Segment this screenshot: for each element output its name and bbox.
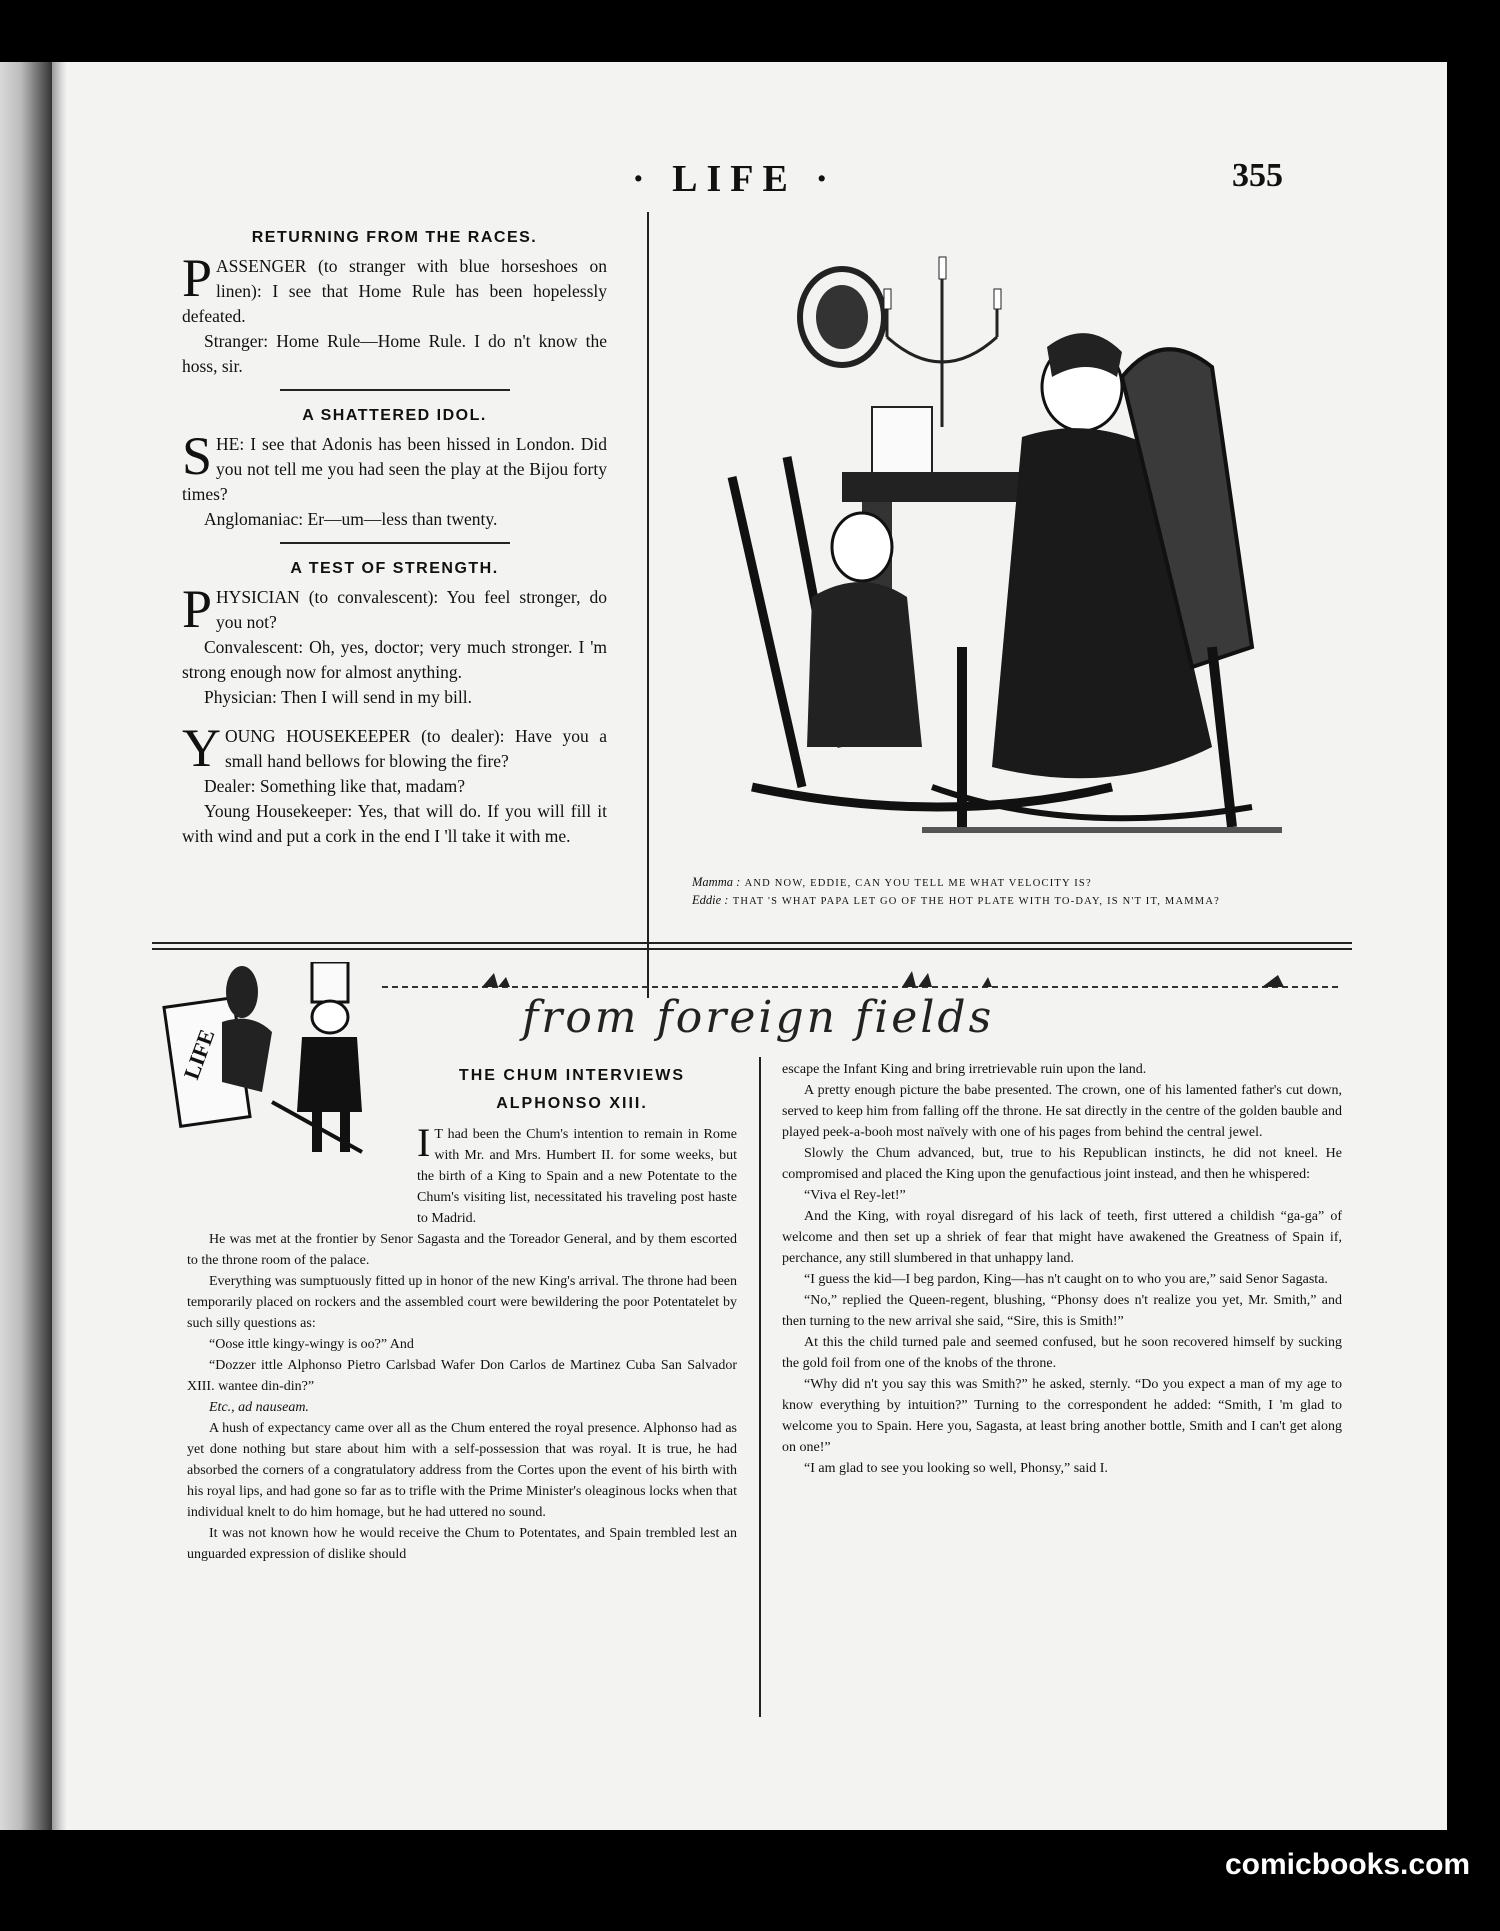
article-column-1 [187, 1120, 737, 1565]
drop-cap: Y [182, 718, 221, 778]
piece-paragraph: YOUNG HOUSEKEEPER (to dealer): Have you a small hand bellows for blowing the fire? [182, 718, 607, 778]
section-rule [152, 948, 1352, 950]
article-paragraph: He was met at the frontier by Senor Sagasta and the Toreador General, and by them escorted to the throne room of the palace. [187, 1232, 737, 1268]
drop-cap: I [417, 1120, 431, 1165]
mother-and-son-illustration [692, 227, 1332, 857]
drop-cap: P [182, 248, 213, 308]
site-watermark: comicbooks.com [1225, 1848, 1471, 1881]
article-paragraph: Slowly the Chum advanced, but, true to his Republican instincts, he did not kneel. He compromised and placed the King upon the genufactious joint instead, and then he whispered: [782, 1146, 1342, 1182]
article-paragraph: escape the Infant King and bring irretrievable ruin upon the land. [782, 1062, 1147, 1077]
article-paragraph: It was not known how he would receive the Chum to Potentates, and Spain trembled lest an unguarded expression of dislike should [187, 1526, 737, 1562]
article-paragraph: And the King, with royal disregard of his lack of teeth, first uttered a childish “ga-ga” of welcome and then set up a shriek of fear that might have awakened the Greatness of Spain if, perchance, any still slumbered in that unhappy land. [782, 1209, 1342, 1266]
article-paragraph: “I guess the kid—I beg pardon, King—has n't caught on to who you are,” said Senor Sagasta. [804, 1272, 1328, 1287]
piece-paragraph: Stranger: Home Rule—Home Rule. I do n't know the hoss, sir. [182, 331, 607, 376]
article-paragraph: Etc., ad nauseam. [209, 1400, 309, 1415]
section-rule [152, 942, 1352, 944]
article-paragraph: “Why did n't you say this was Smith?” he asked, sternly. “Do you expect a man of my age to know everything by intuition?” Turning to the correspondent he added: “Smith, I 'm glad to welcome you to Spain. Here you, Sagasta, at least bring another bottle, Smith and I can't get along on one!” [782, 1377, 1342, 1455]
banner-script-title: from foreign fields [522, 992, 995, 1043]
illustration-caption [692, 874, 1332, 910]
article-title-line: THE CHUM INTERVIEWS [458, 1067, 686, 1084]
page-number: 355 [1232, 157, 1283, 194]
article-paragraph: “Dozzer ittle Alphonso Pietro Carlsbad Wafer Don Carlos de Martinez Cuba San Salvador XIII. wantee din-din?” [187, 1358, 737, 1394]
column-divider [647, 212, 649, 998]
page-gutter-shadow [52, 62, 66, 1830]
piece-paragraph: Anglomaniac: Er—um—less than twenty. [204, 509, 498, 529]
article-paragraph: At this the child turned pale and seemed confused, but he soon recovered himself by sucking the gold foil from one of the knobs of the throne. [782, 1335, 1342, 1371]
piece-paragraph: Dealer: Something like that, madam? [204, 776, 465, 796]
piece-heading: RETURNING FROM THE RACES. [251, 229, 538, 246]
piece-heading: A TEST OF STRENGTH. [290, 560, 499, 577]
left-column [182, 225, 607, 849]
caption-speaker: Eddie : [692, 893, 729, 907]
piece-heading: A SHATTERED IDOL. [302, 407, 487, 424]
piece-paragraph: PHYSICIAN (to convalescent): You feel stronger, do you not? [182, 579, 607, 639]
caption-line: THAT 'S WHAT PAPA LET GO OF THE HOT PLATE WITH TO-DAY, IS N'T IT, MAMMA? [732, 896, 1220, 907]
paper-label: LIFE [178, 1025, 220, 1083]
article-title-line: ALPHONSO XIII. [496, 1095, 648, 1112]
magazine-page [52, 62, 1447, 1830]
masthead-title: · LIFE · [632, 158, 838, 200]
article-paragraph: “Oose ittle kingy-wingy is oo?” And [209, 1337, 414, 1352]
article-paragraph: “No,” replied the Queen-regent, blushing, “Phonsy does n't realize you yet, Mr. Smith,” and then turning to the new arrival she said, “Sire, this is Smith!” [782, 1293, 1342, 1329]
section-rule [280, 542, 510, 544]
article-paragraph: Everything was sumptuously fitted up in honor of the new King's arrival. The throne had been temporarily placed on rockers and the assembled court were bewildering the poor Potentatelet by such silly questions as: [187, 1274, 737, 1331]
article-column-2 [782, 1059, 1342, 1479]
article-paragraph: A pretty enough picture the babe presented. The crown, one of his lamented father's cut down, served to keep him from falling off the throne. He sat directly in the centre of the golden bauble and played peek-a-booh most naïvely with one of his pages from behind the central jewel. [782, 1083, 1342, 1140]
caption-speaker: Mamma : [692, 875, 741, 889]
drop-cap: S [182, 426, 213, 486]
drop-cap: P [182, 579, 213, 639]
piece-paragraph: Young Housekeeper: Yes, that will do. If you will fill it with wind and put a cork in the end I 'll take it with me. [182, 801, 607, 846]
article-paragraph: I T had been the Chum's intention to remain in Rome with Mr. and Mrs. Humbert II. for some weeks, but the birth of a King to Spain and a new Potentate to the Chum's visiting list, necessitated his traveling post haste to Madrid. [417, 1120, 737, 1226]
book-spine [0, 62, 52, 1830]
piece-paragraph: PASSENGER (to stranger with blue horseshoes on linen): I see that Home Rule has been hopelessly defeated. [182, 248, 607, 326]
piece-paragraph: Physician: Then I will send in my bill. [204, 687, 472, 707]
article-paragraph: “Viva el Rey-let!” [804, 1188, 906, 1203]
caption-line: AND NOW, EDDIE, CAN YOU TELL ME WHAT VELOCITY IS? [744, 878, 1092, 889]
piece-paragraph: Convalescent: Oh, yes, doctor; very much stronger. I 'm strong enough now for almost anything. [182, 637, 607, 682]
section-rule [280, 389, 510, 391]
article-paragraph: “I am glad to see you looking so well, Phonsy,” said I. [804, 1461, 1108, 1476]
article-title [407, 1062, 737, 1118]
piece-paragraph: SHE: I see that Adonis has been hissed in London. Did you not tell me you had seen the play at the Bijou forty times? [182, 426, 607, 504]
column-divider [759, 1057, 761, 1717]
article-paragraph: A hush of expectancy came over all as the Chum entered the royal presence. Alphonso had as yet done nothing but stare about him with a self-possession that was royal. It is true, he had absorbed the corners of a congratulatory address from the Cortes upon the event of his birth with his royal lips, and had gone so far as to trifle with the Prime Minister's oleaginous locks when that individual knelt to do him homage, but he had uttered no sound. [187, 1421, 737, 1520]
